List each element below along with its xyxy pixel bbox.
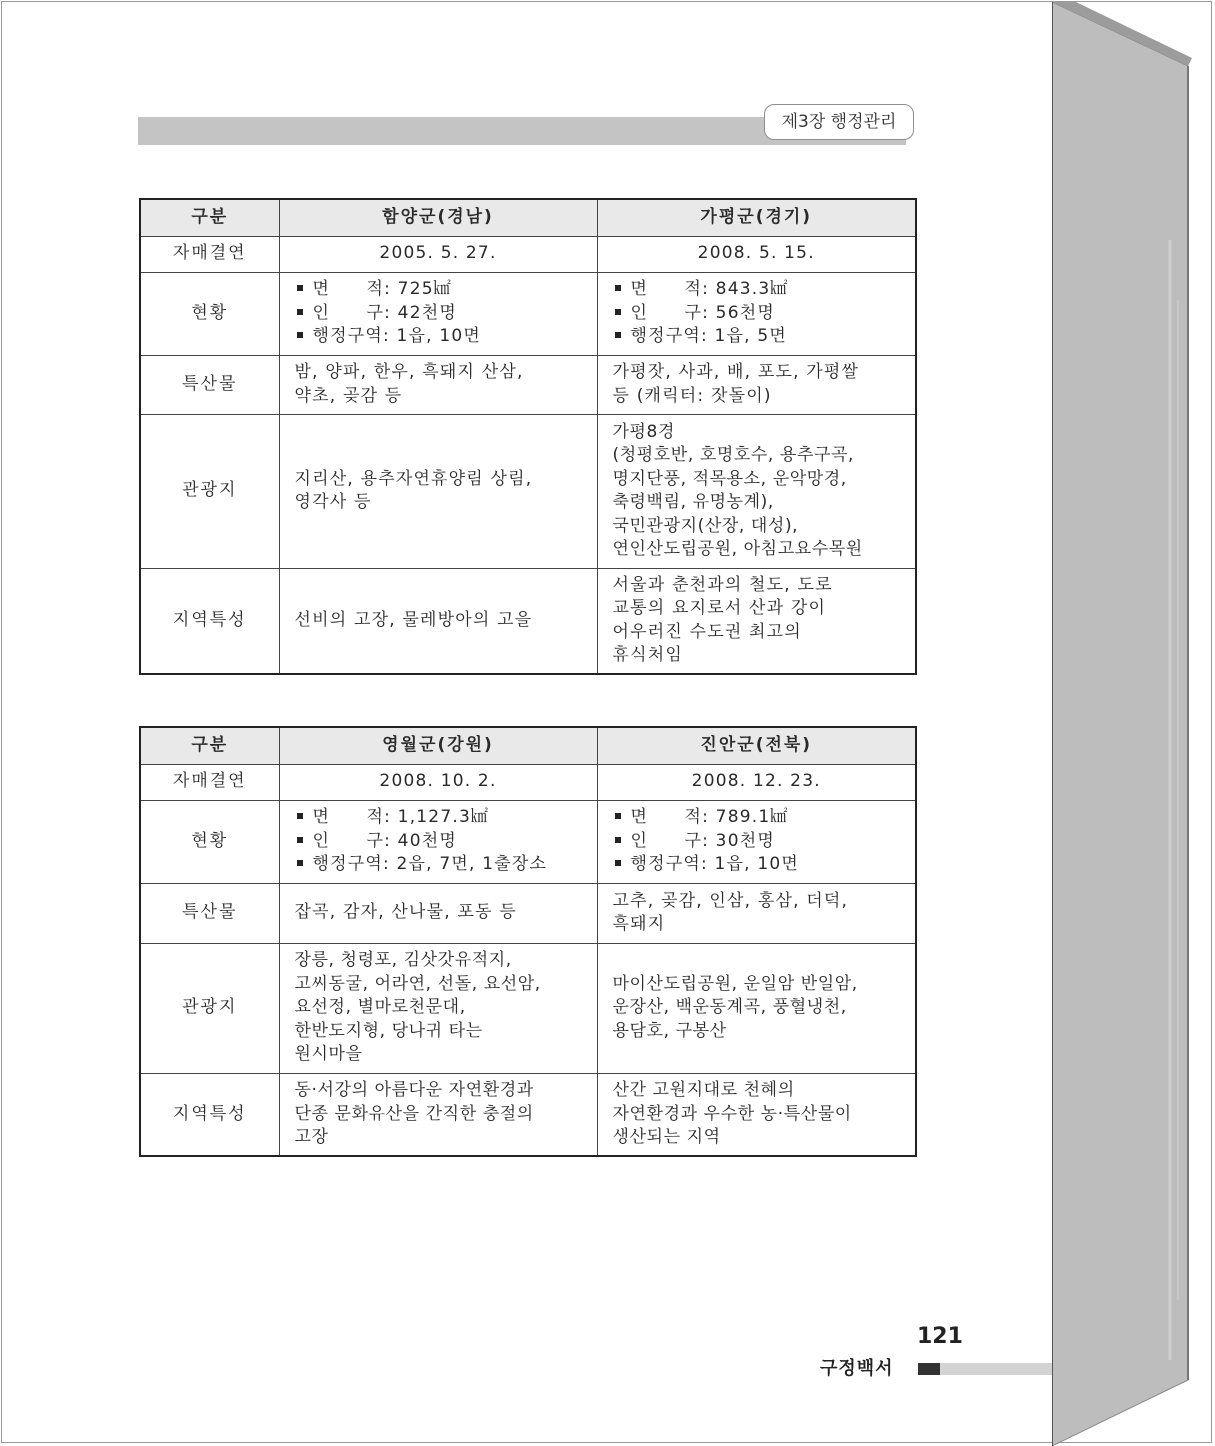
header-category: 구분 [140, 727, 279, 764]
cell-signed-jinan: 2008. 12. 23. [597, 764, 916, 800]
status-admin: 행정구역: 1읍, 10면 [613, 853, 904, 877]
bullet-square-icon [297, 860, 303, 866]
book-page-edge [1052, 0, 1215, 1446]
cell-status-gapyeong [597, 272, 916, 355]
cell-products-hamyang: 밤, 양파, 한우, 흑돼지 산삼, 약초, 곶감 등 [279, 355, 597, 414]
row-label-status: 현황 [140, 272, 279, 355]
status-area: 면 적: 843.3㎢ [613, 278, 904, 302]
header-gapyeong: 가평군(경기) [597, 199, 916, 236]
cell-status-jinan [597, 800, 916, 883]
bullet-square-icon [615, 837, 621, 843]
page-number: 121 [917, 1324, 963, 1349]
bullet-square-icon [297, 332, 303, 338]
cell-signed-hamyang: 2005. 5. 27. [279, 236, 597, 272]
bullet-square-icon [297, 309, 303, 315]
header-category: 구분 [140, 199, 279, 236]
bullet-square-icon [615, 285, 621, 291]
bullet-square-icon [297, 837, 303, 843]
sister-city-table-1 [139, 198, 917, 675]
cell-tourism-jinan: 마이산도립공원, 운일암 반일암, 운장산, 백운동계곡, 풍혈냉천, 용담호, 구봉산 [597, 943, 916, 1073]
status-population: 인 구: 56천명 [613, 302, 904, 326]
bullet-square-icon [615, 309, 621, 315]
bullet-square-icon [297, 285, 303, 291]
cell-tourism-hamyang: 지리산, 용추자연휴양림 상림, 영각사 등 [279, 414, 597, 568]
cell-tourism-yeongwol: 장릉, 청령포, 김삿갓유적지, 고씨동굴, 어라연, 선돌, 요선암, 요선정, 별마로천문대, 한반도지형, 당나귀 타는 원시마을 [279, 943, 597, 1073]
bullet-square-icon [615, 332, 621, 338]
bullet-square-icon [615, 860, 621, 866]
row-label-signed: 자매결연 [140, 236, 279, 272]
status-population: 인 구: 42천명 [295, 302, 585, 326]
status-area: 면 적: 725㎢ [295, 278, 585, 302]
bullet-square-icon [297, 813, 303, 819]
status-admin: 행정구역: 1읍, 5면 [613, 325, 904, 349]
chapter-label: 제3장 행정관리 [764, 104, 914, 140]
header-jinan: 진안군(전북) [597, 727, 916, 764]
bullet-square-icon [615, 813, 621, 819]
cell-products-yeongwol: 잡곡, 감자, 산나물, 포동 등 [279, 883, 597, 943]
status-population: 인 구: 30천명 [613, 830, 904, 854]
cell-feature-jinan: 산간 고원지대로 천혜의 자연환경과 우수한 농·특산물이 생산되는 지역 [597, 1073, 916, 1156]
row-label-products: 특산물 [140, 883, 279, 943]
cell-tourism-gapyeong: 가평8경 (청평호반, 호명호수, 용추구곡, 명지단풍, 적목용소, 운악망경, 축령백림, 유명농계), 국민관광지(산장, 대성), 연인산도립공원, 아침고요수목원 [597, 414, 916, 568]
cell-signed-gapyeong: 2008. 5. 15. [597, 236, 916, 272]
row-label-status: 현황 [140, 800, 279, 883]
row-label-products: 특산물 [140, 355, 279, 414]
cell-signed-yeongwol: 2008. 10. 2. [279, 764, 597, 800]
row-label-feature: 지역특성 [140, 568, 279, 674]
cell-feature-hamyang: 선비의 고장, 물레방아의 고을 [279, 568, 597, 674]
row-label-feature: 지역특성 [140, 1073, 279, 1156]
status-admin: 행정구역: 2읍, 7면, 1출장소 [295, 853, 585, 877]
header-yeongwol: 영월군(강원) [279, 727, 597, 764]
cell-products-jinan: 고추, 곶감, 인삼, 홍삼, 더덕, 흑돼지 [597, 883, 916, 943]
status-area: 면 적: 1,127.3㎢ [295, 806, 585, 830]
book-title: 구정백서 [820, 1358, 894, 1379]
row-label-tourism: 관광지 [140, 414, 279, 568]
header-hamyang: 함양군(경남) [279, 199, 597, 236]
row-label-tourism: 관광지 [140, 943, 279, 1073]
cell-products-gapyeong: 가평잣, 사과, 배, 포도, 가평쌀 등 (캐릭터: 잣돌이) [597, 355, 916, 414]
sister-city-table-2 [139, 726, 917, 1157]
cell-status-yeongwol [279, 800, 597, 883]
status-admin: 행정구역: 1읍, 10면 [295, 325, 585, 349]
status-population: 인 구: 40천명 [295, 830, 585, 854]
cell-status-hamyang [279, 272, 597, 355]
footer-bar [918, 1363, 1052, 1375]
footer-bar-accent [918, 1363, 940, 1375]
cell-feature-yeongwol: 동·서강의 아름다운 자연환경과 단종 문화유산을 간직한 충절의 고장 [279, 1073, 597, 1156]
row-label-signed: 자매결연 [140, 764, 279, 800]
cell-feature-gapyeong: 서울과 춘천과의 철도, 도로 교통의 요지로서 산과 강이 어우러진 수도권 최고의 휴식처임 [597, 568, 916, 674]
status-area: 면 적: 789.1㎢ [613, 806, 904, 830]
